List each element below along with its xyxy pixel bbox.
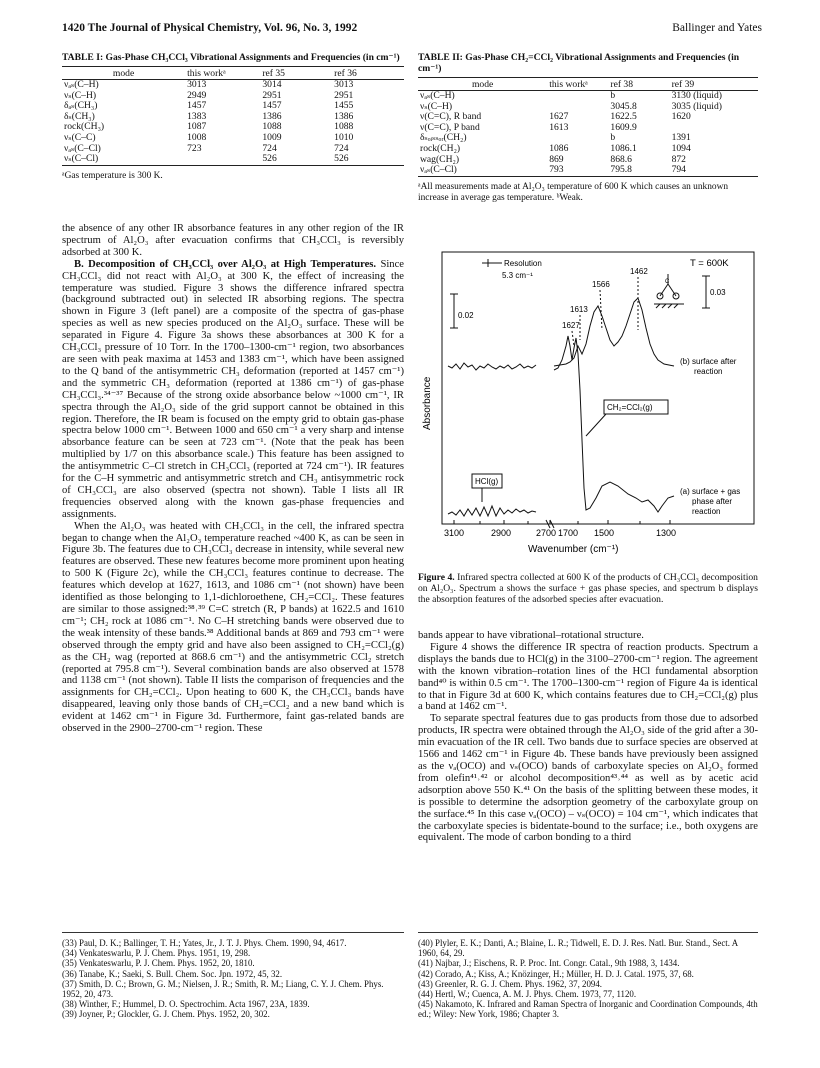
table-1-header-row (62, 67, 404, 80)
table-cell: 1086 (549, 142, 569, 154)
label-gas: CH₂=CCl₂(g) (607, 403, 653, 412)
scale-left-label: 0.02 (458, 311, 474, 320)
table-row (62, 154, 404, 165)
label-a-line2: phase after (692, 497, 733, 506)
gas-arrow (586, 414, 606, 436)
x-tick-label: 1300 (656, 528, 677, 538)
table-2 (418, 52, 758, 204)
figure-caption-head: Figure 4. (418, 572, 455, 583)
table-cell: 794 (670, 165, 758, 176)
table-cell: 868.6 (610, 153, 632, 165)
table-cell: δₛₒᵢₛₛₒᵣ(CH₂) (420, 132, 467, 144)
table-cell: 3130 (liquid) (671, 90, 722, 101)
table-cell: 724 (262, 142, 277, 154)
reference-item: (35) Venkateswarlu, P. J. Chem. Phys. 1952, 20, 1810. (62, 958, 255, 969)
reference-item: (38) Winther, F.; Hummel, D. O. Spectrochim. Acta 1967, 23A, 1839. (62, 999, 310, 1010)
table-cell: 1627 (549, 111, 569, 123)
reference-item: (41) Najbar, J.; Eischens, R. P. Proc. Int. Congr. Catal., 9th 1988, 3, 1434. (418, 958, 680, 969)
paragraph (62, 259, 404, 521)
x-tick-label: 1700 (558, 528, 579, 538)
reference-item: (34) Venkateswarlu, P. J. Chem. Phys. 1951, 19, 298. (62, 948, 251, 959)
x-axis-ticks (454, 520, 670, 524)
table-cell (547, 91, 608, 102)
table-cell: νₐₛ(C–H) (64, 79, 99, 90)
table-cell: νₐₛ(C–Cl) (64, 142, 101, 154)
table-cell (185, 154, 260, 165)
table-cell: rock(CH₂) (420, 142, 461, 154)
table-1-col-ref36: ref 36 (332, 67, 404, 80)
scale-bar-right (702, 276, 710, 308)
reference-item: (44) Hertl, W.; Cuenca, A. M. J. Phys. Chem. 1973, 77, 1120. (418, 989, 637, 1000)
spectrum-b-line (448, 298, 674, 370)
table-cell: b (610, 90, 616, 101)
paragraph: Figure 4 shows the difference IR spectra of reaction products. Spectrum a displays the bands due to HCl(g) in the 3100–2700-cm⁻¹ region. The agreement with the known vibration–rotation lines of the HCl fundamental absorption band⁴⁰ is within 0.5 cm⁻¹. The 1700–1300-cm⁻¹ region of Figure 4a is identical to that in Figure 3d at 600 K, which contains features due to CH₂=CCl₂(g) plus a band at 1462 cm⁻¹. (418, 641, 758, 713)
scale-right-label: 0.03 (710, 288, 726, 297)
resolution-value: 5.3 cm⁻¹ (502, 271, 533, 280)
reference-item: (37) Smith, D. C.; Brown, G. M.; Nielsen, J. R.; Smith, R. M.; Liang, C. Y. J. Chem. Phys. 1952, 20, 473. (62, 978, 384, 1000)
table-cell: νₐₛ(C–H) (420, 90, 455, 101)
paragraph: bands appear to have vibrational–rotational structure. (418, 630, 644, 641)
table-cell: 1086.1 (610, 142, 637, 154)
table-2-note: ᵃAll measurements made at Al₂O₃ temperature of 600 K which causes an unknown increase in average gas temperature. ᵇWeak. (418, 181, 729, 203)
table-cell: δₐₛ(CH₃) (64, 100, 98, 112)
table-1-caption: TABLE I: Gas-Phase CH₃CCl₃ Vibrational Assignments and Frequencies (in cm⁻¹) (62, 52, 400, 63)
table-cell: 869 (549, 153, 564, 165)
reference-item: (39) Joyner, P.; Glockler, G. J. Chem. Phys. 1952, 20, 302. (62, 1009, 270, 1020)
table-cell: 3013 (334, 79, 354, 90)
table-cell: 1391 (671, 132, 691, 144)
table-cell: 793 (547, 165, 608, 176)
table-cell: 1383 (187, 110, 207, 122)
table-row (418, 123, 758, 134)
reference-item: (43) Greenler, R. G. J. Chem. Phys. 1962, 37, 2094. (418, 978, 603, 989)
table-cell: 1094 (671, 142, 691, 154)
table-cell: νₛ(C–H) (64, 89, 97, 101)
table-cell: b (610, 132, 616, 144)
table-cell: νₛ(C–Cl) (62, 154, 185, 165)
table-cell: νₛ(C–C) (64, 131, 96, 143)
table-1-col-this-work: this workᵃ (185, 67, 260, 80)
table-cell: 1087 (187, 121, 207, 133)
table-row (418, 133, 758, 144)
table-cell: 1088 (334, 121, 354, 133)
table-2-caption: TABLE II: Gas-Phase CH₂=CCl₂ Vibrational Assignments and Frequencies (in cm⁻¹) (418, 52, 740, 74)
table-cell: νₐₛ(C–Cl) (418, 165, 547, 176)
table-row (62, 133, 404, 144)
table-row (418, 91, 758, 102)
label-hcl: HCl(g) (475, 477, 499, 486)
references-rule-right (418, 932, 758, 933)
paragraph: When the Al₂O₃ was heated with CH₃CCl₃ in the cell, the infrared spectra began to change when the Al₂O₃ temperature reached ~400 K, as can be seen in Figure 3b. The features due to CH₃CCl₃ decrease in intensity, while several new features are observed. These new features become more prominent upon heating to 500 K (Figure 2c), while the CH₃CCl₃ features continue to decrease. The features which develop at 1627, 1613, and 1086 cm⁻¹ (not shown) have been identified as those belonging to 1,1-dichloroethene, CH₂=CCl₂. These features are similar to those assigned:³⁸˒³⁹ C=C stretch (R, P bands) at 1622.5 and 1610 cm⁻¹; CH₂ rock at 1086 cm⁻¹. No C–H stretching bands were observed due to the weak intensity of these bands.³⁸ Additional bands at 869 and 793 cm⁻¹ were observed through the empty grid and have also been assigned to CH₂=CCl₂(g) as the CH₂ wag (reported at 868.6 cm⁻¹) and the antisymmetric CCl₂ stretch (reported at 795.8 cm⁻¹). Several combination bands are also observed at 1578 and 1138 cm⁻¹ (not shown). Table II lists the comparison of frequencies and the assignments for CH₂=CCl₂. Upon heating to 600 K, the CH₃CCl₃ bands have disappeared, leaving only those bands of CH₂=CCl₂ and a new band which is evident at 1462 cm⁻¹ in Figure 3d. Furthermore, faint gas-related bands are observed in the 2900–2700-cm⁻¹ region. These (62, 520, 404, 735)
table-cell: 1457 (262, 100, 282, 112)
table-2-col-ref38: ref 38 (608, 78, 669, 91)
table-cell: 2951 (262, 89, 282, 101)
table-cell: 3045.8 (610, 100, 637, 112)
table-2-col-this-work: this workᵃ (547, 78, 608, 91)
table-cell: 1620 (671, 111, 691, 123)
table-1 (62, 52, 404, 182)
x-tick-label: 1500 (594, 528, 615, 538)
references-right (418, 938, 758, 1020)
table-cell: 723 (187, 142, 202, 154)
table-row (62, 144, 404, 155)
table-cell: δₛ(CH₃) (64, 110, 95, 122)
paragraph-text: Since CH₃CCl₃ did not react with Al₂O₃ at 300 K, the effect of increasing the temperature was studied. Figure 3 shows the difference infrared spectra (background subtracted out) in selected IR absorbing regions. The spectra shown in Figure 3 (left panel) are a composite of the spectra of gas-phase species as well as new species produced on the Al₂O₃ surface. These will be separated in Figure 4. Figure 3a shows these absorbances at 300 K for a CH₃CCl₃ pressure of 10 Torr. In the 1700–1300-cm⁻¹ region, two absorbances are seen with peak maxima at 1453 and 1383 cm⁻¹, which have been assigned to the Q band of the antisymmetric CH₃ deformation (reported at 1457 cm⁻¹) and the symmetric CH₃ deformation (reported at 1386 cm⁻¹) of gas-phase CH₃CCl₃.³⁴⁻³⁷ Because of the strong oxide absorbance below ~1000 cm⁻¹, IR spectra through the Al₂O₃ side of the grid support cannot be obtained in this region. Therefore, the IR beam is focused on the empty grid to obtain gas-phase spectra below 1000 cm⁻¹. Between 1000 and 650 cm⁻¹ a very sharp and intense absorbance feature can be seen at 723 cm⁻¹. (Note that the peak has been multiplied by 1/7 on this absorbance scale.) This feature has been assigned to the antisymmetric C–Cl stretch in CH₃CCl₃ (reported at 724 cm⁻¹). IR features for the C–H symmetric and antisymmetric stretch and CH₃ antisymmetric rock of CH₃CCl₃ are also observed (spectra not shown). Table I lists all IR frequencies observed along with the known gas-phase frequencies and assignments. (62, 258, 404, 520)
table-cell: 3035 (liquid) (671, 100, 722, 112)
table-cell: ν(C=C), R band (420, 111, 482, 123)
table-cell: 1455 (334, 100, 354, 112)
table-cell: 1622.5 (610, 111, 637, 123)
label-b-line1: (b) surface after (680, 357, 737, 366)
table-1-note: ᵃGas temperature is 300 K. (62, 170, 163, 181)
table-cell: rock(CH₃) (64, 121, 105, 133)
running-header-left: 1420 The Journal of Physical Chemistry, Vol. 96, No. 3, 1992 (62, 22, 358, 34)
table-cell: 526 (260, 154, 332, 165)
table-2-header-row (418, 78, 758, 91)
table-row (418, 165, 758, 176)
table-1-col-ref35: ref 35 (260, 67, 332, 80)
reference-item: (40) Plyler, E. K.; Danti, A.; Blaine, L. R.; Tidwell, E. D. J. Res. Natl. Bur. Stand., Sect. A 1960, 64, 29. (418, 938, 738, 959)
structure-carbon-label: C (665, 279, 670, 285)
table-cell: 2951 (334, 89, 354, 101)
table-cell: νₛ(C–H) (420, 100, 453, 112)
table-1-grid (62, 66, 404, 166)
table-cell: 1386 (334, 110, 354, 122)
peak-label-1627: 1627 (562, 321, 580, 330)
reference-item: (42) Corado, A.; Kiss, A.; Knözinger, H.; Müller, H. D. J. Catal. 1975, 37, 68. (418, 968, 694, 979)
table-2-col-ref39: ref 39 (670, 78, 758, 91)
table-cell: 1386 (262, 110, 282, 122)
table-row (418, 155, 758, 166)
table-1-col-mode: mode (62, 67, 185, 80)
figure-caption-text: Infrared spectra collected at 600 K of the products of CH₃CCl₃ decomposition on Al₂O₃. Spectrum a shows the surface + gas phase species, and spectrum b displays the absorption features of the adsorbed species after evacuation. (418, 572, 758, 605)
y-axis-label: Absorbance (422, 376, 433, 430)
x-tick-label: 2700 (536, 528, 557, 538)
table-cell: 1009 (262, 131, 282, 143)
table-cell: ν(C=C), P band (420, 121, 480, 133)
table-cell: 3013 (187, 79, 207, 90)
table-cell: 1010 (334, 131, 354, 143)
resolution-label: Resolution (504, 259, 542, 268)
figure-4-caption (418, 572, 758, 605)
x-tick-label: 2900 (491, 528, 512, 538)
label-b-line2: reaction (694, 367, 723, 376)
table-cell: 795.8 (608, 165, 669, 176)
paragraph: the absence of any other IR absorbance features in any other region of the IR spectrum of Al₂O₃ after evacuation confirms that CH₃CCl₃ is reversibly adsorbed at 300 K. (62, 223, 404, 258)
table-cell: 872 (671, 153, 686, 165)
temperature-label: T = 600K (690, 258, 729, 269)
x-tick-label: 3100 (444, 528, 465, 538)
table-row (62, 80, 404, 91)
table-cell: 2949 (187, 89, 207, 101)
table-cell: 526 (332, 154, 404, 165)
table-cell: 1609.9 (610, 121, 637, 133)
table-cell: 3014 (262, 79, 282, 90)
section-heading: B. Decomposition of CH₃CCl₃ over Al₂O₃ at High Temperatures. (74, 258, 377, 270)
paragraph: To separate spectral features due to gas products from those due to adsorbed products, IR spectra were obtained through the Al₂O₃ side of the grid after a 30-min evacuation of the IR cell. Two bands due to surface species are observed at 1566 and 1462 cm⁻¹ in Figure 4b. These bands have previously been assigned as the νₐ(OCO) and νₛ(OCO) bands of carboxylate species on Al₂O₃ formed from olefin⁴¹˒⁴² or alcohol decomposition⁴³˒⁴⁴ as well as by acetic acid adsorption above 550 K.⁴¹ On the basis of the splitting between these modes, it is possible to determine the adsorption geometry of the carboxylate group on the surface.⁴⁵ In this case νₐ(OCO) – νₛ(OCO) = 104 cm⁻¹, which indicates that the carboxylate species is bidentate-bound to the surface; i.e., both oxygens are equivalent. The mode of carbon bonding to a third (418, 713, 758, 844)
peak-label-1613: 1613 (570, 305, 588, 314)
table-2-col-mode: mode (418, 78, 547, 91)
references-rule-left (62, 932, 404, 933)
right-column-text (418, 630, 758, 844)
scale-bar-left (450, 294, 458, 328)
peak-label-1566: 1566 (592, 280, 610, 289)
table-cell: 1457 (187, 100, 207, 112)
left-column-text (62, 223, 404, 735)
table-cell: 1008 (187, 131, 207, 143)
figure-4 (418, 250, 758, 568)
peak-label-1462: 1462 (630, 267, 648, 276)
reference-item: (36) Tanabe, K.; Saeki, S. Bull. Chem. Soc. Jpn. 1972, 45, 32. (62, 968, 283, 979)
table-cell: wag(CH₂) (420, 153, 460, 165)
x-axis-label: Wavenumber (cm⁻¹) (528, 544, 619, 555)
running-header-right: Ballinger and Yates (672, 22, 762, 34)
table-cell: 724 (334, 142, 349, 154)
reference-item: (45) Nakamoto, K. Infrared and Raman Spectra of Inorganic and Coordination Compounds, 4th ed.; Wiley: New York, 1986; Chapter 3. (418, 999, 758, 1020)
references-left (62, 938, 404, 1020)
table-cell: 1613 (549, 121, 569, 133)
figure-4-plot (418, 250, 758, 568)
table-cell: 1088 (262, 121, 282, 133)
table-row (418, 144, 758, 155)
label-a-line3: reaction (692, 507, 721, 516)
reference-item: (33) Paul, D. K.; Ballinger, T. H.; Yates, Jr., J. T. J. Phys. Chem. 1990, 94, 4617. (62, 938, 347, 948)
label-a-line1: (a) surface + gas (680, 487, 741, 496)
table-2-grid (418, 77, 758, 177)
